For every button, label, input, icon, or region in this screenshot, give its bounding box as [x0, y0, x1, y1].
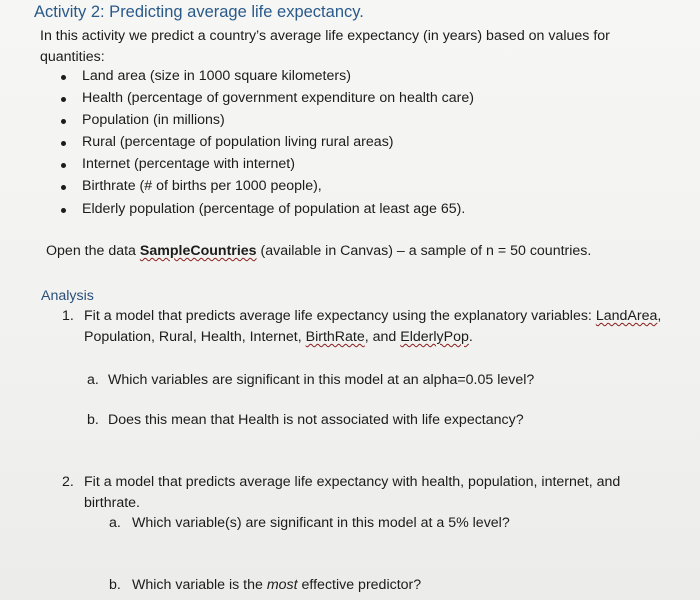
question-2-line-1: Fit a model that predicts average life expectancy with health, population, internet, and	[84, 474, 621, 490]
bullet-icon	[61, 97, 66, 102]
intro-line-1: In this activity we predict a country’s average life expectancy (in years) based on values for	[40, 28, 610, 44]
list-item: Internet (percentage with internet)	[82, 156, 295, 172]
q1-punct: ,	[657, 308, 662, 324]
bullet-icon	[61, 163, 66, 168]
bullet-icon	[61, 185, 66, 190]
var-elderlypop: ElderlyPop	[400, 329, 469, 345]
q2b-suffix: effective predictor?	[297, 577, 422, 593]
open-data-prefix: Open the data	[46, 243, 140, 259]
var-birthrate: BirthRate	[305, 329, 365, 345]
q1b-text: Does this mean that Health is not associated with life expectancy?	[108, 412, 524, 428]
bullet-icon	[61, 119, 66, 124]
list-item: Birthrate (# of births per 1000 people),	[82, 178, 322, 194]
q2a-text: Which variable(s) are significant in this model at a 5% level?	[132, 515, 510, 531]
list-item: Elderly population (percentage of population at least age 65).	[82, 201, 466, 217]
list-item: Rural (percentage of population living rural areas)	[82, 134, 394, 150]
open-data-suffix: (available in Canvas) – a sample of n = 50 countries.	[256, 243, 592, 259]
dataset-name: SampleCountries	[139, 243, 257, 259]
q2b-prefix: Which variable is the	[132, 577, 267, 593]
activity-title: Activity 2: Predicting average life expectancy.	[34, 3, 364, 21]
q2b-text	[132, 577, 421, 593]
q1-and: , and	[364, 329, 401, 345]
q1a-text: Which variables are significant in this model at an alpha=0.05 level?	[108, 372, 535, 388]
question-1-number: 1.	[62, 308, 74, 324]
q1-text: Fit a model that predicts average life expectancy using the explanatory variables:	[84, 308, 596, 324]
list-item: Population (in millions)	[82, 112, 225, 128]
intro-line-2: quantities:	[40, 49, 105, 65]
q1-end: .	[468, 329, 473, 345]
q1-text-2: Population, Rural, Health, Internet,	[84, 329, 306, 345]
question-1-line-2	[84, 329, 473, 345]
q2b-emphasis: most	[266, 577, 298, 593]
q1a-label: a.	[87, 372, 99, 388]
open-data-line	[46, 243, 591, 259]
list-item: Land area (size in 1000 square kilometers)	[82, 68, 351, 84]
bullet-icon	[61, 208, 66, 213]
question-1-line-1	[84, 308, 661, 324]
q2a-label: a.	[109, 515, 121, 531]
bullet-icon	[61, 141, 66, 146]
question-2-number: 2.	[62, 474, 74, 490]
analysis-heading: Analysis	[41, 288, 94, 304]
q1b-label: b.	[87, 412, 99, 428]
list-item: Health (percentage of government expenditure on health care)	[82, 90, 474, 106]
question-2-line-2: birthrate.	[84, 495, 140, 511]
var-landarea: LandArea	[595, 308, 658, 324]
q2b-label: b.	[109, 577, 121, 593]
bullet-icon	[61, 75, 66, 80]
